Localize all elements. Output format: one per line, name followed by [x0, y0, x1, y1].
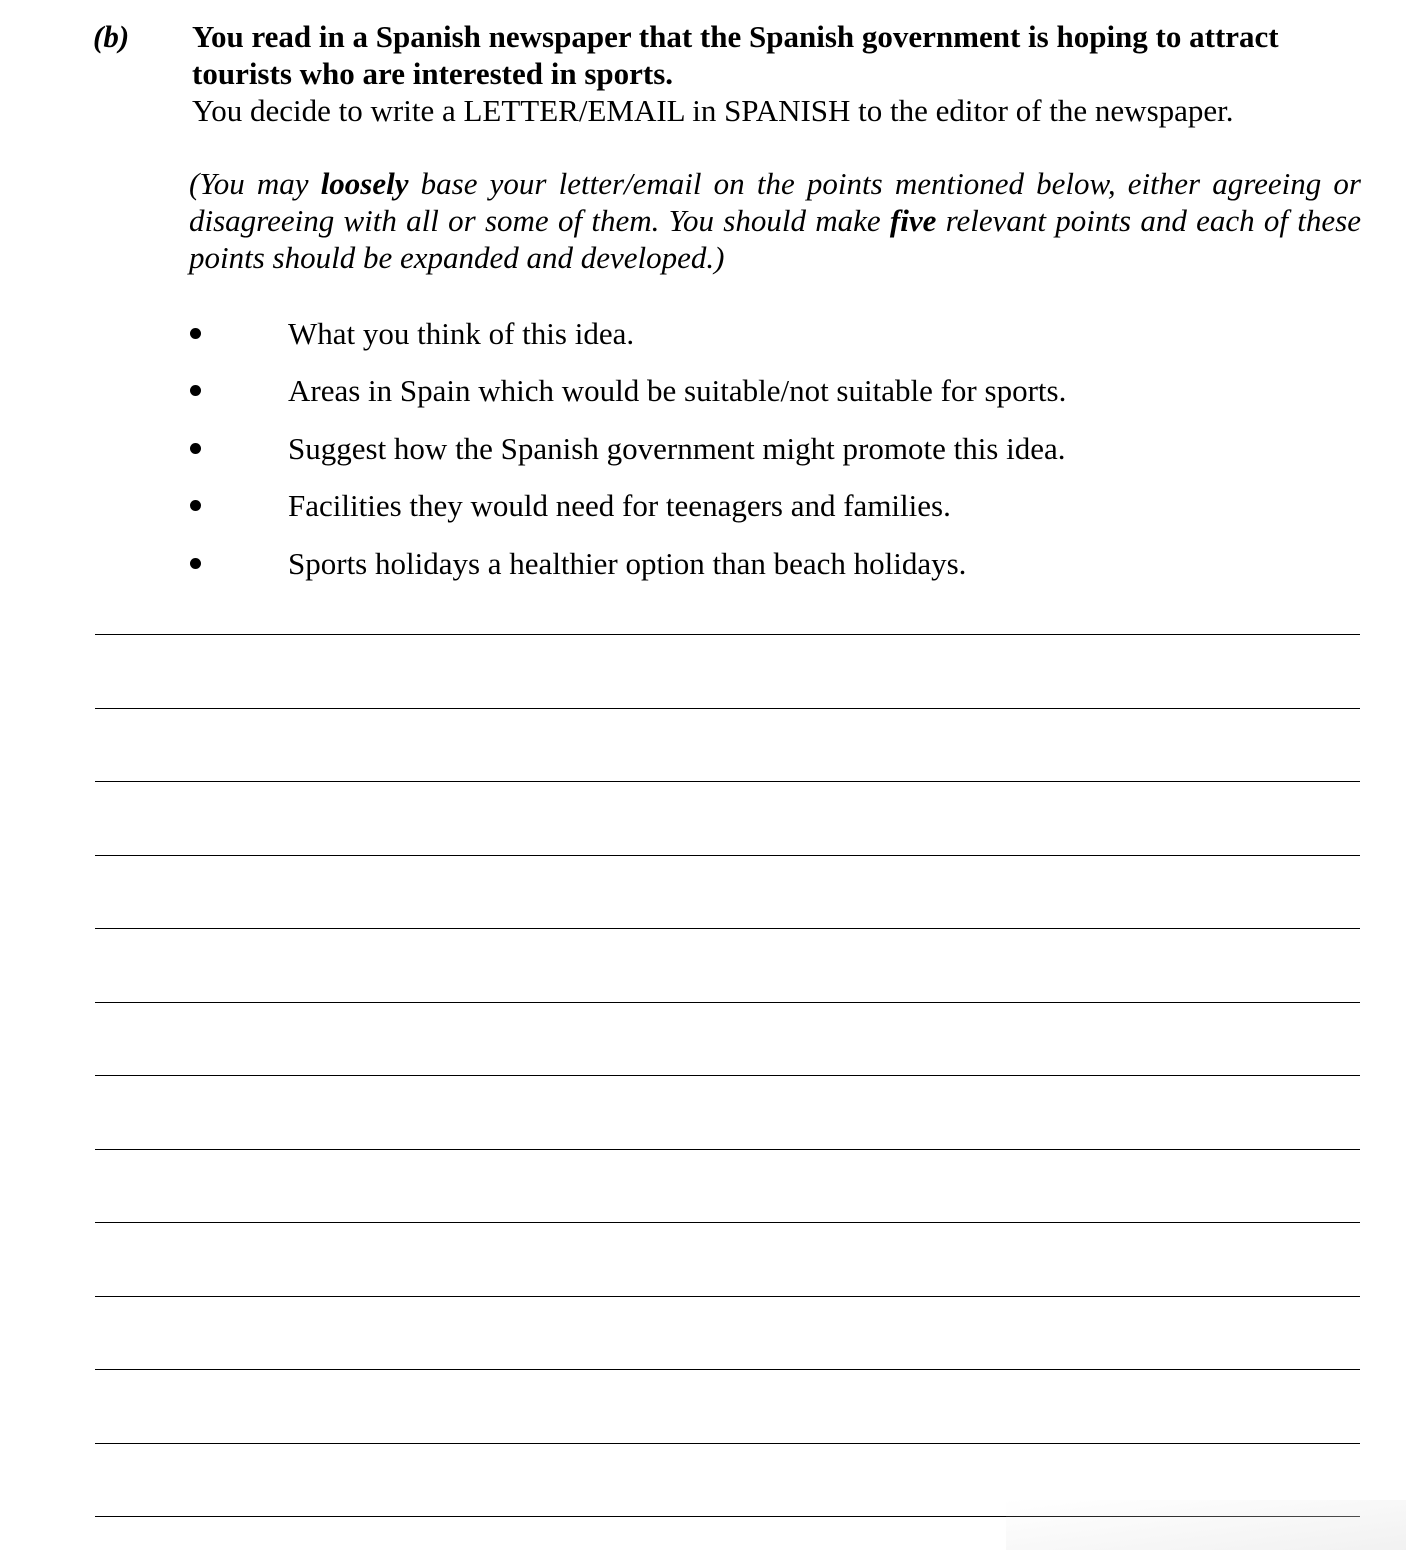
- prompt-task-line: You decide to write a LETTER/EMAIL in SPANISH to the editor of the newspaper.: [192, 93, 1234, 128]
- bullet-item: [0, 429, 1100, 469]
- prompt-bold-line-1: You read in a Spanish newspaper that the Spanish government is hoping to attract: [192, 19, 1279, 54]
- prompt-bold-line-2: tourists who are interested in sports.: [192, 56, 674, 91]
- bullet-dot-icon: [190, 385, 201, 396]
- bullet-dot-icon: [190, 443, 201, 454]
- answer-line[interactable]: [95, 1075, 1360, 1076]
- answer-line[interactable]: [95, 1002, 1360, 1003]
- answer-line[interactable]: [95, 1443, 1360, 1444]
- answer-line[interactable]: [95, 1516, 1360, 1517]
- instructions-part-3: relevant points and each of these points should be expanded and developed.): [189, 203, 1361, 275]
- answer-line[interactable]: [95, 928, 1360, 929]
- answer-line[interactable]: [95, 1369, 1360, 1370]
- bullet-item: [0, 544, 1100, 584]
- bullet-text: What you think of this idea.: [288, 316, 635, 351]
- page-corner-shadow: [1006, 1500, 1406, 1550]
- instructions-part-1: (You may: [189, 166, 321, 201]
- answer-line[interactable]: [95, 1296, 1360, 1297]
- bullet-text: Suggest how the Spanish government might promote this idea.: [288, 431, 1066, 466]
- answer-line[interactable]: [95, 634, 1360, 635]
- answer-line[interactable]: [95, 781, 1360, 782]
- instructions-paragraph: [189, 165, 1361, 276]
- bullet-text: Areas in Spain which would be suitable/not suitable for sports.: [288, 373, 1067, 408]
- bullet-dot-icon: [190, 328, 201, 339]
- bullet-text: Sports holidays a healthier option than beach holidays.: [288, 546, 967, 581]
- question-prompt: [192, 18, 1372, 129]
- bullet-item: [0, 314, 1100, 354]
- bullet-item: [0, 486, 1100, 526]
- answer-line[interactable]: [95, 1222, 1360, 1223]
- answer-line[interactable]: [95, 708, 1360, 709]
- instructions-emphasis-loosely: loosely: [320, 166, 409, 201]
- bullet-item: [0, 371, 1100, 411]
- answer-line[interactable]: [95, 855, 1360, 856]
- bullet-text: Facilities they would need for teenagers and families.: [288, 488, 951, 523]
- question-label: (b): [93, 19, 130, 54]
- answer-line[interactable]: [95, 1149, 1360, 1150]
- bullet-dot-icon: [190, 558, 201, 569]
- bullet-dot-icon: [190, 500, 201, 511]
- instructions-emphasis-five: five: [889, 203, 937, 238]
- instructions-part-2: base your letter/email on the points mentioned below, either agreeing or disagreeing with all or some of them. You should make: [189, 166, 1361, 238]
